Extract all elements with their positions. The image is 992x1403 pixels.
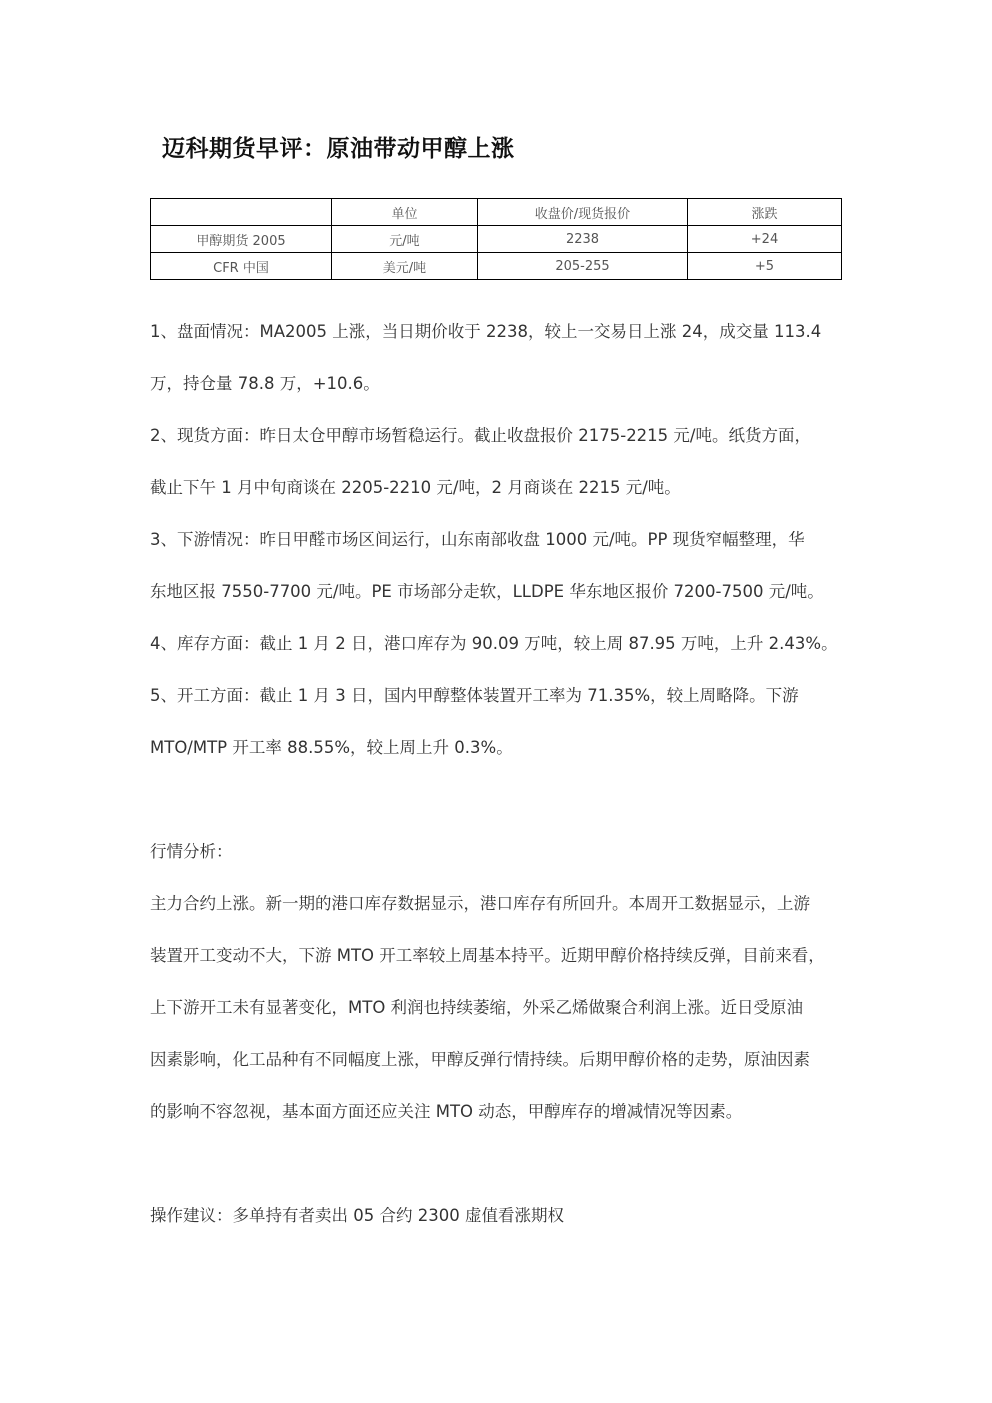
table-cell: 甲醇期货 2005 <box>151 226 332 253</box>
table-header-cell <box>151 199 332 226</box>
table-row <box>151 253 842 280</box>
paragraph-line: 主力合约上涨。新一期的港口库存数据显示，港口库存有所回升。本周开工数据显示，上游 <box>150 894 810 913</box>
paragraph-line: 的影响不容忽视，基本面方面还应关注 MTO 动态，甲醇库存的增减情况等因素。 <box>150 1102 743 1121</box>
table-cell: CFR 中国 <box>151 253 332 280</box>
point-paragraph <box>150 514 845 618</box>
point-paragraph <box>150 410 845 514</box>
page-title: 迈科期货早评：原油带动甲醇上涨 <box>162 136 515 162</box>
price-table <box>150 198 842 280</box>
paragraph-line: MTO/MTP 开工率 88.55%，较上周上升 0.3%。 <box>150 738 513 757</box>
paragraph-line: 万，持仓量 78.8 万，+10.6。 <box>150 374 380 393</box>
paragraph-line: 5、开工方面：截止 1 月 3 日，国内甲醇整体装置开工率为 71.35%，较上周略降。下游 <box>150 686 799 705</box>
point-paragraph <box>150 670 845 774</box>
table-header-cell: 涨跌 <box>688 199 842 226</box>
point-paragraph <box>150 306 845 410</box>
table-header-cell: 收盘价/现货报价 <box>478 199 688 226</box>
paragraph-line: 1、盘面情况：MA2005 上涨，当日期价收于 2238，较上一交易日上涨 24，成交量 113.4 <box>150 322 822 341</box>
operation-suggestion: 操作建议：多单持有者卖出 05 合约 2300 虚值看涨期权 <box>150 1206 564 1225</box>
table-row <box>151 226 842 253</box>
paragraph-line: 4、库存方面：截止 1 月 2 日，港口库存为 90.09 万吨，较上周 87.95 万吨，上升 2.43%。 <box>150 634 838 653</box>
analysis-heading: 行情分析： <box>150 842 233 861</box>
point-paragraph <box>150 618 845 670</box>
paragraph-line: 截止下午 1 月中旬商谈在 2205-2210 元/吨，2 月商谈在 2215 元/吨。 <box>150 478 681 497</box>
paragraph-line: 因素影响，化工品种有不同幅度上涨，甲醇反弹行情持续。后期甲醇价格的走势，原油因素 <box>150 1050 810 1069</box>
table-cell: 2238 <box>478 226 688 253</box>
paragraph-line: 东地区报 7550-7700 元/吨。PE 市场部分走软，LLDPE 华东地区报价 7200-7500 元/吨。 <box>150 582 824 601</box>
table-cell: 美元/吨 <box>332 253 478 280</box>
table-cell: +5 <box>688 253 842 280</box>
paragraph-line: 3、下游情况：昨日甲醛市场区间运行，山东南部收盘 1000 元/吨。PP 现货窄幅整理，华 <box>150 530 805 549</box>
analysis-paragraph <box>150 878 845 1138</box>
paragraph-line: 上下游开工未有显著变化，MTO 利润也持续萎缩，外采乙烯做聚合利润上涨。近日受原油 <box>150 998 804 1017</box>
table-header-cell: 单位 <box>332 199 478 226</box>
table-header-row <box>151 199 842 226</box>
table-cell: 205-255 <box>478 253 688 280</box>
table-cell: 元/吨 <box>332 226 478 253</box>
paragraph-line: 2、现货方面：昨日太仓甲醇市场暂稳运行。截止收盘报价 2175-2215 元/吨。纸货方面， <box>150 426 811 445</box>
paragraph-line: 装置开工变动不大，下游 MTO 开工率较上周基本持平。近期甲醇价格持续反弹，目前来看， <box>150 946 825 965</box>
table-cell: +24 <box>688 226 842 253</box>
